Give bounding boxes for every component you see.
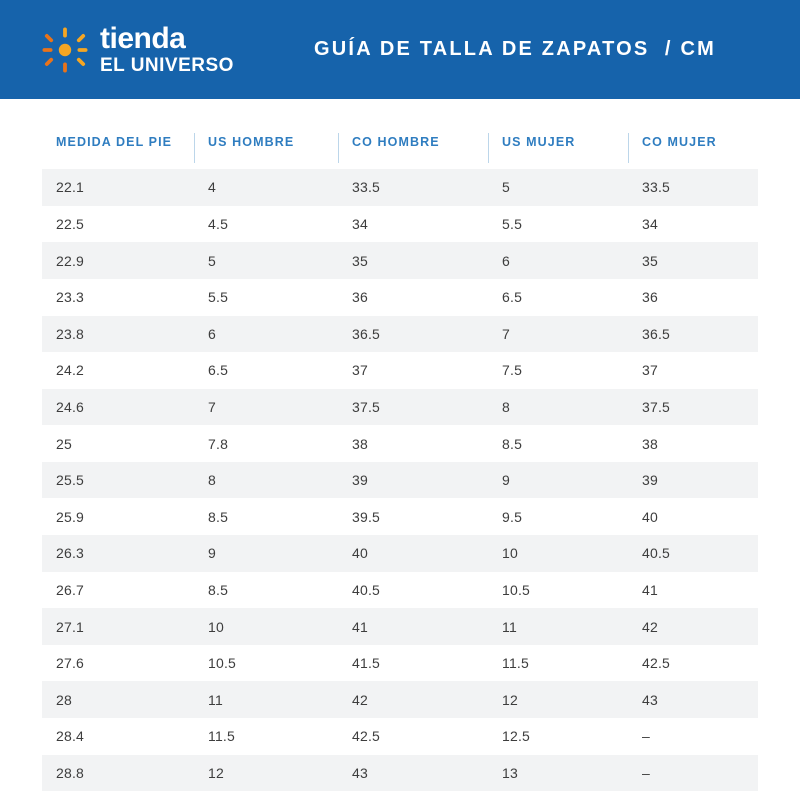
page-title: GUÍA DE TALLA DE ZAPATOS / CM bbox=[314, 38, 716, 60]
cell-co-women: – bbox=[642, 728, 650, 745]
cell-foot-measure: 27.1 bbox=[42, 608, 194, 645]
cell-foot-measure: 26.7 bbox=[56, 581, 85, 598]
cell-foot-measure: 24.2 bbox=[56, 362, 85, 379]
cell-us-women: 6 bbox=[488, 242, 628, 279]
cell-foot-measure: 23.3 bbox=[56, 289, 85, 306]
cell-foot-measure: 22.5 bbox=[56, 216, 85, 233]
column-header-foot-measure bbox=[42, 99, 194, 169]
cell-us-men: 5.5 bbox=[208, 289, 229, 306]
cell-us-women: 8.5 bbox=[502, 435, 523, 452]
cell-us-men: 8.5 bbox=[208, 508, 229, 525]
cell-co-women: 42 bbox=[628, 608, 758, 645]
table-row bbox=[42, 535, 758, 572]
cell-us-women: 12.5 bbox=[502, 728, 531, 745]
cell-co-men: 36.5 bbox=[338, 316, 488, 353]
column-divider bbox=[628, 133, 629, 163]
table-row bbox=[42, 681, 758, 718]
column-header-label: CO HOMBRE bbox=[352, 135, 440, 149]
cell-us-men: 6.5 bbox=[208, 362, 229, 379]
cell-foot-measure: 22.9 bbox=[42, 242, 194, 279]
cell-us-women: 11.5 bbox=[502, 655, 530, 672]
table-row bbox=[42, 572, 758, 609]
brand-logo[interactable] bbox=[42, 24, 312, 75]
cell-us-men: 4.5 bbox=[208, 216, 229, 233]
cell-co-men: 40.5 bbox=[352, 581, 381, 598]
column-header-co-women bbox=[628, 99, 758, 169]
cell-co-women: – bbox=[628, 755, 758, 792]
cell-co-women: 40 bbox=[642, 508, 658, 525]
brand-text bbox=[100, 24, 234, 75]
cell-us-women: 9.5 bbox=[502, 508, 523, 525]
cell-us-women: 6.5 bbox=[502, 289, 523, 306]
cell-co-women: 36 bbox=[642, 289, 658, 306]
cell-co-women: 33.5 bbox=[628, 169, 758, 206]
column-header-co-men bbox=[338, 99, 488, 169]
cell-us-men: 7.8 bbox=[208, 435, 229, 452]
cell-us-men: 7 bbox=[194, 389, 338, 426]
column-header-us-women bbox=[488, 99, 628, 169]
cell-co-women: 39 bbox=[628, 462, 758, 499]
column-divider bbox=[338, 133, 339, 163]
cell-co-men: 37 bbox=[352, 362, 368, 379]
column-divider bbox=[488, 133, 489, 163]
cell-co-men: 39.5 bbox=[352, 508, 381, 525]
cell-foot-measure: 28.4 bbox=[56, 728, 85, 745]
cell-us-women: 5.5 bbox=[502, 216, 523, 233]
cell-us-men: 8.5 bbox=[208, 581, 229, 598]
cell-co-men: 43 bbox=[338, 755, 488, 792]
table-row bbox=[42, 425, 758, 462]
cell-us-women: 5 bbox=[488, 169, 628, 206]
brand-name-primary: tienda bbox=[100, 22, 186, 55]
cell-co-women: 42.5 bbox=[642, 655, 671, 672]
cell-co-men: 36 bbox=[352, 289, 368, 306]
cell-foot-measure: 27.6 bbox=[56, 655, 85, 672]
cell-us-women: 11 bbox=[488, 608, 628, 645]
cell-foot-measure: 23.8 bbox=[42, 316, 194, 353]
table-row bbox=[42, 755, 758, 792]
cell-co-women: 35 bbox=[628, 242, 758, 279]
cell-co-men: 42 bbox=[338, 681, 488, 718]
cell-us-women: 7.5 bbox=[502, 362, 523, 379]
cell-co-men: 39 bbox=[338, 462, 488, 499]
cell-us-women: 8 bbox=[488, 389, 628, 426]
brand-name-secondary: EL UNIVERSO bbox=[100, 55, 234, 76]
cell-co-men: 33.5 bbox=[338, 169, 488, 206]
cell-co-women: 38 bbox=[642, 435, 658, 452]
sun-burst-icon bbox=[42, 27, 88, 73]
cell-us-men: 11 bbox=[194, 681, 338, 718]
column-header-label: MEDIDA DEL PIE bbox=[56, 135, 173, 149]
table-row bbox=[42, 718, 758, 755]
cell-co-women: 40.5 bbox=[628, 535, 758, 572]
table-row bbox=[42, 279, 758, 316]
cell-co-men: 40 bbox=[338, 535, 488, 572]
cell-us-men: 10 bbox=[194, 608, 338, 645]
table-header-row bbox=[42, 99, 758, 169]
cell-co-women: 36.5 bbox=[628, 316, 758, 353]
table-row bbox=[42, 498, 758, 535]
page-header bbox=[0, 0, 800, 99]
cell-foot-measure: 26.3 bbox=[42, 535, 194, 572]
cell-us-women: 10 bbox=[488, 535, 628, 572]
cell-us-women: 13 bbox=[488, 755, 628, 792]
cell-foot-measure: 25.5 bbox=[42, 462, 194, 499]
cell-us-men: 10.5 bbox=[208, 655, 237, 672]
cell-us-men: 8 bbox=[194, 462, 338, 499]
cell-co-women: 34 bbox=[642, 216, 658, 233]
cell-foot-measure: 22.1 bbox=[42, 169, 194, 206]
cell-co-men: 34 bbox=[352, 216, 368, 233]
cell-foot-measure: 28.8 bbox=[42, 755, 194, 792]
table-body bbox=[42, 169, 758, 791]
cell-co-men: 37.5 bbox=[338, 389, 488, 426]
table-row bbox=[42, 316, 758, 353]
cell-foot-measure: 24.6 bbox=[42, 389, 194, 426]
table-row bbox=[42, 389, 758, 426]
shoe-size-table bbox=[42, 99, 758, 791]
size-table-container bbox=[0, 99, 800, 791]
cell-co-men: 41 bbox=[338, 608, 488, 645]
cell-us-women: 7 bbox=[488, 316, 628, 353]
column-divider bbox=[194, 133, 195, 163]
column-header-label: US MUJER bbox=[502, 135, 576, 149]
cell-us-men: 5 bbox=[194, 242, 338, 279]
table-row bbox=[42, 206, 758, 243]
column-header-label: US HOMBRE bbox=[208, 135, 295, 149]
cell-us-men: 6 bbox=[194, 316, 338, 353]
cell-co-men: 41.5 bbox=[352, 655, 381, 672]
cell-co-women: 41 bbox=[642, 581, 658, 598]
cell-us-men: 12 bbox=[194, 755, 338, 792]
cell-us-men: 11.5 bbox=[208, 728, 236, 745]
cell-co-men: 35 bbox=[338, 242, 488, 279]
table-header bbox=[42, 99, 758, 169]
cell-co-men: 42.5 bbox=[352, 728, 381, 745]
cell-foot-measure: 25 bbox=[56, 435, 72, 452]
column-header-us-men bbox=[194, 99, 338, 169]
cell-us-men: 9 bbox=[194, 535, 338, 572]
table-row bbox=[42, 608, 758, 645]
cell-us-men: 4 bbox=[194, 169, 338, 206]
cell-us-women: 9 bbox=[488, 462, 628, 499]
cell-foot-measure: 25.9 bbox=[56, 508, 85, 525]
cell-foot-measure: 28 bbox=[42, 681, 194, 718]
table-row bbox=[42, 462, 758, 499]
cell-co-men: 38 bbox=[352, 435, 368, 452]
table-row bbox=[42, 645, 758, 682]
table-row bbox=[42, 242, 758, 279]
cell-co-women: 43 bbox=[628, 681, 758, 718]
cell-us-women: 10.5 bbox=[502, 581, 531, 598]
table-row bbox=[42, 169, 758, 206]
cell-co-women: 37.5 bbox=[628, 389, 758, 426]
column-header-label: CO MUJER bbox=[642, 135, 717, 149]
cell-us-women: 12 bbox=[488, 681, 628, 718]
table-row bbox=[42, 352, 758, 389]
cell-co-women: 37 bbox=[642, 362, 658, 379]
